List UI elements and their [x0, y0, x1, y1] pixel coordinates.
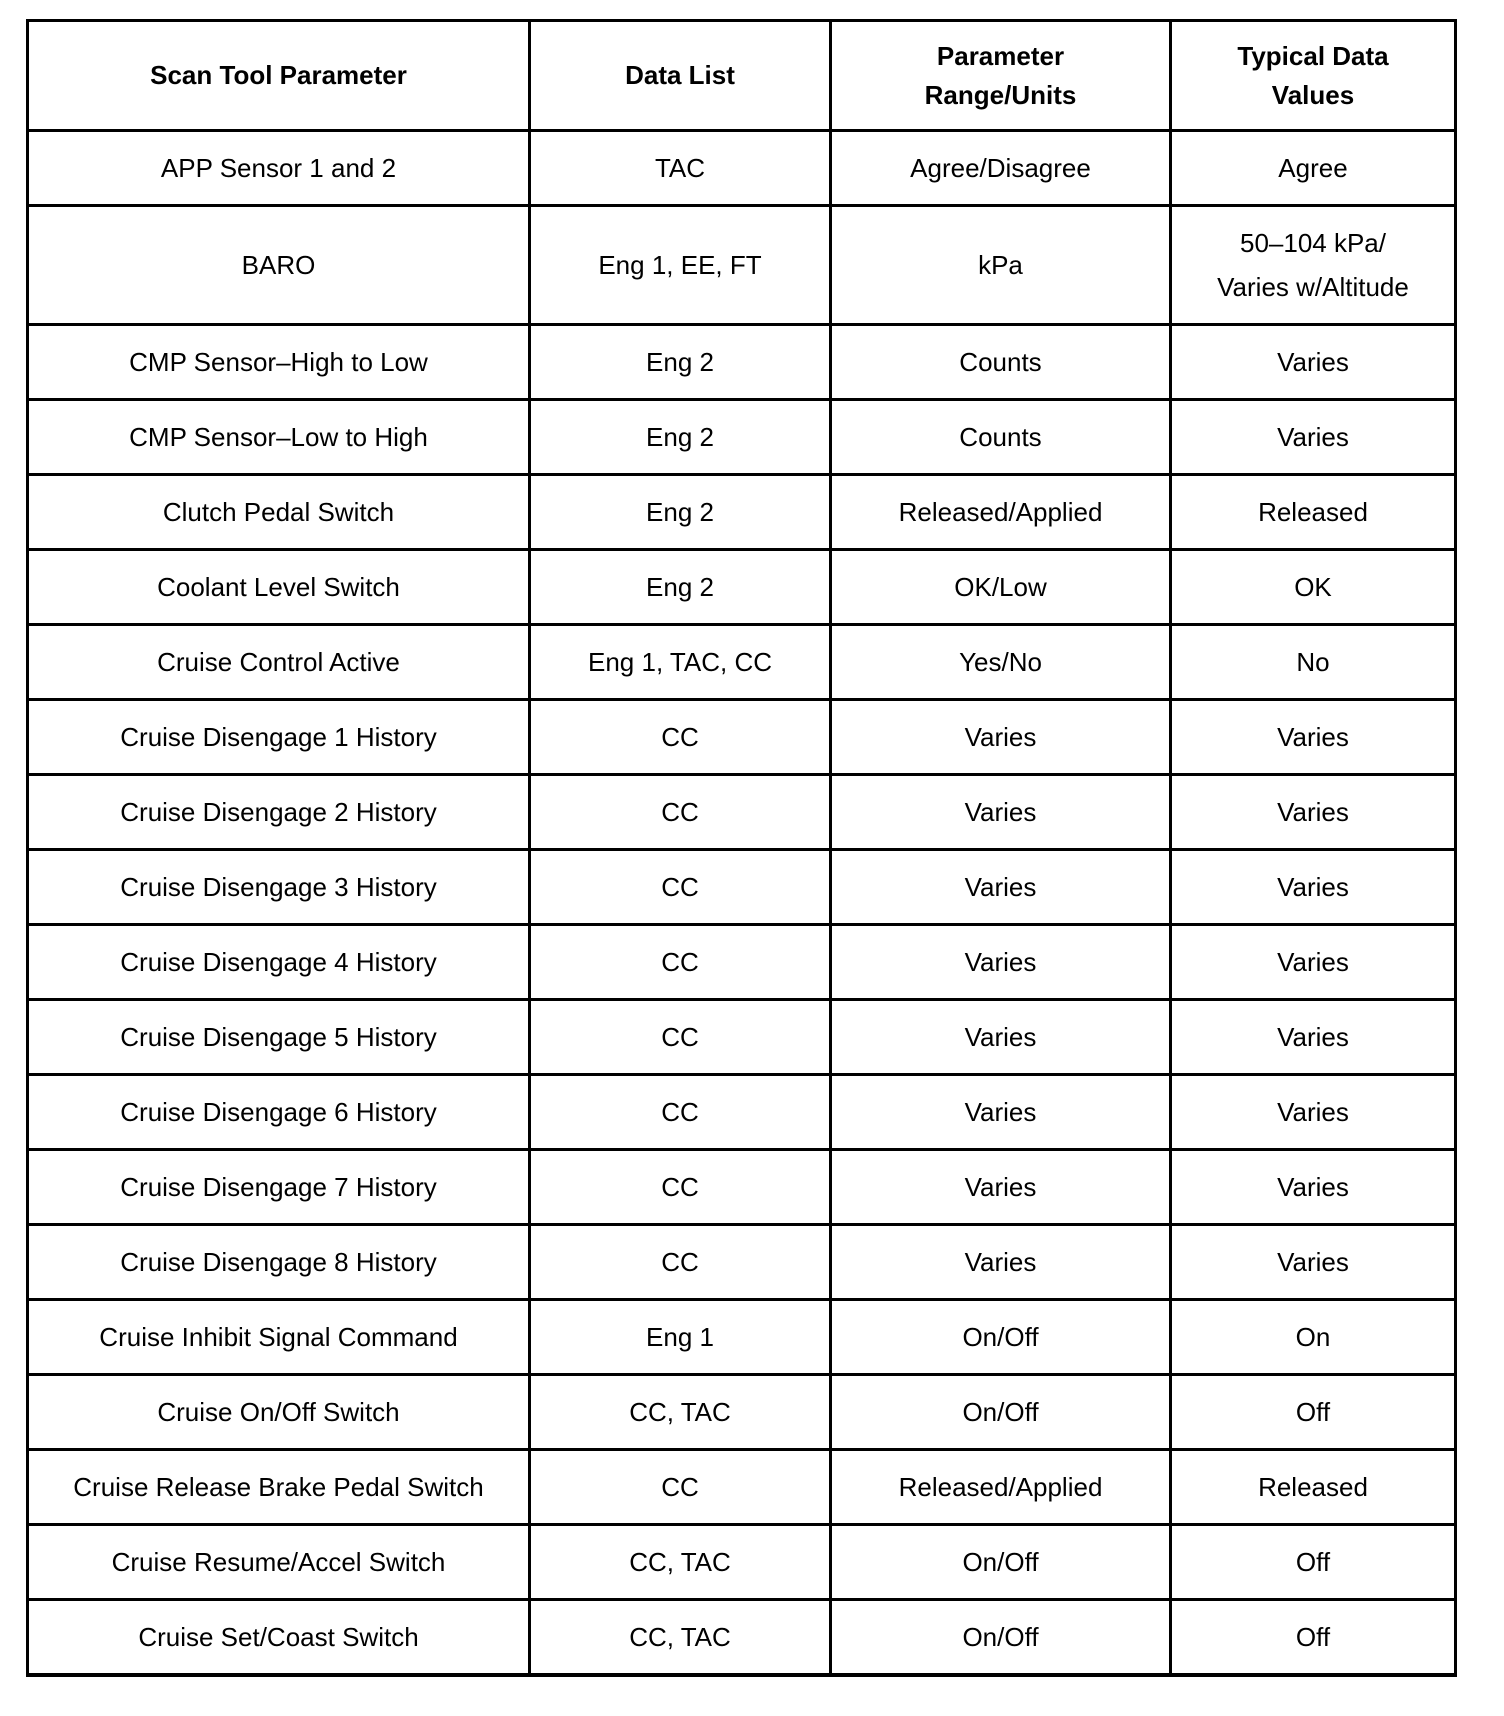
cell-line: Off	[1295, 1397, 1331, 1427]
cell-line: Varies	[1277, 1022, 1349, 1052]
cell-scan-tool-parameter: Cruise Release Brake Pedal Switch	[28, 1450, 530, 1525]
header-parameter-range-units	[831, 21, 1171, 131]
cell-data-list: CC	[530, 1000, 831, 1075]
cell-range-units: Varies	[831, 775, 1171, 850]
table-header	[28, 21, 1456, 131]
table-row	[28, 1525, 1456, 1600]
cell-data-list: CC	[530, 775, 831, 850]
cell-typical-value	[1171, 625, 1456, 700]
header-label: Range/Units	[924, 79, 1077, 110]
table-row	[28, 131, 1456, 206]
cell-data-list: CC, TAC	[530, 1600, 831, 1675]
header-typical-data-values	[1171, 21, 1456, 131]
cell-scan-tool-parameter: Cruise Disengage 8 History	[28, 1225, 530, 1300]
cell-range-units: Varies	[831, 1075, 1171, 1150]
cell-line: Off	[1295, 1621, 1331, 1652]
cell-data-list: Eng 2	[530, 475, 831, 550]
cell-typical-value	[1171, 775, 1456, 850]
cell-range-units: Varies	[831, 1150, 1171, 1225]
cell-range-units: Released/Applied	[831, 475, 1171, 550]
cell-typical-value	[1171, 400, 1456, 475]
cell-data-list: CC	[530, 1150, 831, 1225]
cell-line: Agree	[1278, 153, 1348, 183]
cell-typical-value	[1171, 325, 1456, 400]
cell-data-list: TAC	[530, 131, 831, 206]
scan-tool-parameter-table	[26, 19, 1457, 1677]
table-row	[28, 850, 1456, 925]
table-row	[28, 206, 1456, 325]
cell-range-units: Varies	[831, 700, 1171, 775]
cell-line: Varies w/Altitude	[1217, 272, 1409, 302]
cell-data-list: CC	[530, 700, 831, 775]
cell-data-list: CC	[530, 1225, 831, 1300]
header-scan-tool-parameter	[28, 21, 530, 131]
cell-typical-value	[1171, 131, 1456, 206]
cell-range-units: Varies	[831, 1225, 1171, 1300]
cell-data-list: Eng 1	[530, 1300, 831, 1375]
table-row	[28, 700, 1456, 775]
cell-range-units: Yes/No	[831, 625, 1171, 700]
cell-scan-tool-parameter: Cruise Disengage 4 History	[28, 925, 530, 1000]
table-row	[28, 1000, 1456, 1075]
cell-range-units: kPa	[831, 206, 1171, 325]
cell-scan-tool-parameter: CMP Sensor–High to Low	[28, 325, 530, 400]
cell-line: Released	[1258, 1472, 1368, 1502]
cell-scan-tool-parameter: APP Sensor 1 and 2	[28, 131, 530, 206]
cell-data-list: Eng 1, TAC, CC	[530, 625, 831, 700]
cell-range-units: Varies	[831, 925, 1171, 1000]
cell-range-units: Varies	[831, 850, 1171, 925]
cell-scan-tool-parameter: Cruise On/Off Switch	[28, 1375, 530, 1450]
cell-scan-tool-parameter: Cruise Disengage 3 History	[28, 850, 530, 925]
cell-data-list: CC, TAC	[530, 1525, 831, 1600]
cell-line: Varies	[1277, 347, 1349, 377]
cell-scan-tool-parameter: CMP Sensor–Low to High	[28, 400, 530, 475]
cell-scan-tool-parameter: Clutch Pedal Switch	[28, 475, 530, 550]
table-row	[28, 1075, 1456, 1150]
header-label: Values	[1271, 79, 1355, 110]
cell-data-list: CC	[530, 1075, 831, 1150]
table-row	[28, 1450, 1456, 1525]
cell-range-units: On/Off	[831, 1375, 1171, 1450]
cell-typical-value	[1171, 925, 1456, 1000]
cell-scan-tool-parameter: Cruise Inhibit Signal Command	[28, 1300, 530, 1375]
cell-range-units: Counts	[831, 400, 1171, 475]
cell-data-list: CC, TAC	[530, 1375, 831, 1450]
cell-scan-tool-parameter: BARO	[28, 206, 530, 325]
cell-typical-value	[1171, 1300, 1456, 1375]
cell-range-units: OK/Low	[831, 550, 1171, 625]
header-label: Typical Data	[1237, 40, 1389, 71]
header-row	[28, 21, 1456, 131]
cell-line: Varies	[1277, 947, 1349, 977]
cell-line: OK	[1294, 572, 1332, 602]
cell-data-list: CC	[530, 850, 831, 925]
table-row	[28, 1225, 1456, 1300]
cell-scan-tool-parameter: Cruise Control Active	[28, 625, 530, 700]
table-row	[28, 325, 1456, 400]
cell-data-list: Eng 2	[530, 325, 831, 400]
cell-scan-tool-parameter: Cruise Disengage 6 History	[28, 1075, 530, 1150]
table-row	[28, 625, 1456, 700]
cell-typical-value	[1171, 1000, 1456, 1075]
header-label: Parameter	[936, 40, 1065, 71]
cell-typical-value	[1171, 1225, 1456, 1300]
cell-line: No	[1296, 647, 1330, 677]
cell-typical-value	[1171, 1150, 1456, 1225]
cell-scan-tool-parameter: Cruise Disengage 2 History	[28, 775, 530, 850]
cell-typical-value	[1171, 1600, 1456, 1675]
cell-data-list: CC	[530, 925, 831, 1000]
cell-scan-tool-parameter: Cruise Resume/Accel Switch	[28, 1525, 530, 1600]
cell-line: On	[1295, 1322, 1331, 1352]
table-row	[28, 475, 1456, 550]
header-label: Data List	[625, 60, 735, 90]
cell-scan-tool-parameter: Coolant Level Switch	[28, 550, 530, 625]
table-body	[28, 131, 1456, 1675]
cell-typical-value	[1171, 475, 1456, 550]
cell-typical-value	[1171, 1525, 1456, 1600]
header-data-list	[530, 21, 831, 131]
cell-line: Varies	[1277, 872, 1349, 902]
table-row	[28, 1300, 1456, 1375]
cell-line: Released	[1258, 497, 1368, 527]
cell-data-list: CC	[530, 1450, 831, 1525]
table-row	[28, 400, 1456, 475]
cell-typical-value	[1171, 1075, 1456, 1150]
cell-range-units: Released/Applied	[831, 1450, 1171, 1525]
cell-range-units: On/Off	[831, 1600, 1171, 1675]
cell-typical-value	[1171, 1450, 1456, 1525]
cell-typical-value	[1171, 700, 1456, 775]
cell-line: Varies	[1277, 1247, 1349, 1277]
cell-typical-value	[1171, 550, 1456, 625]
cell-line: Varies	[1277, 1172, 1349, 1202]
table-row	[28, 775, 1456, 850]
cell-range-units: Counts	[831, 325, 1171, 400]
cell-scan-tool-parameter: Cruise Disengage 1 History	[28, 700, 530, 775]
cell-typical-value	[1171, 850, 1456, 925]
cell-range-units: Varies	[831, 1000, 1171, 1075]
cell-typical-value	[1171, 1375, 1456, 1450]
cell-range-units: Agree/Disagree	[831, 131, 1171, 206]
cell-line: Varies	[1277, 797, 1349, 827]
cell-data-list: Eng 1, EE, FT	[530, 206, 831, 325]
cell-line: Off	[1295, 1547, 1331, 1577]
cell-range-units: On/Off	[831, 1525, 1171, 1600]
table-row	[28, 1150, 1456, 1225]
table-row	[28, 1600, 1456, 1675]
cell-line: Varies	[1277, 1097, 1349, 1127]
cell-data-list: Eng 2	[530, 400, 831, 475]
table-row	[28, 1375, 1456, 1450]
header-label: Scan Tool Parameter	[150, 60, 407, 90]
cell-line: Varies	[1277, 422, 1349, 452]
cell-line: 50–104 kPa/	[1239, 228, 1386, 258]
cell-data-list: Eng 2	[530, 550, 831, 625]
table-row	[28, 550, 1456, 625]
cell-range-units: On/Off	[831, 1300, 1171, 1375]
cell-scan-tool-parameter: Cruise Disengage 7 History	[28, 1150, 530, 1225]
cell-scan-tool-parameter: Cruise Disengage 5 History	[28, 1000, 530, 1075]
table-row	[28, 925, 1456, 1000]
cell-line: Varies	[1277, 722, 1349, 752]
cell-scan-tool-parameter: Cruise Set/Coast Switch	[28, 1600, 530, 1675]
cell-typical-value	[1171, 206, 1456, 325]
